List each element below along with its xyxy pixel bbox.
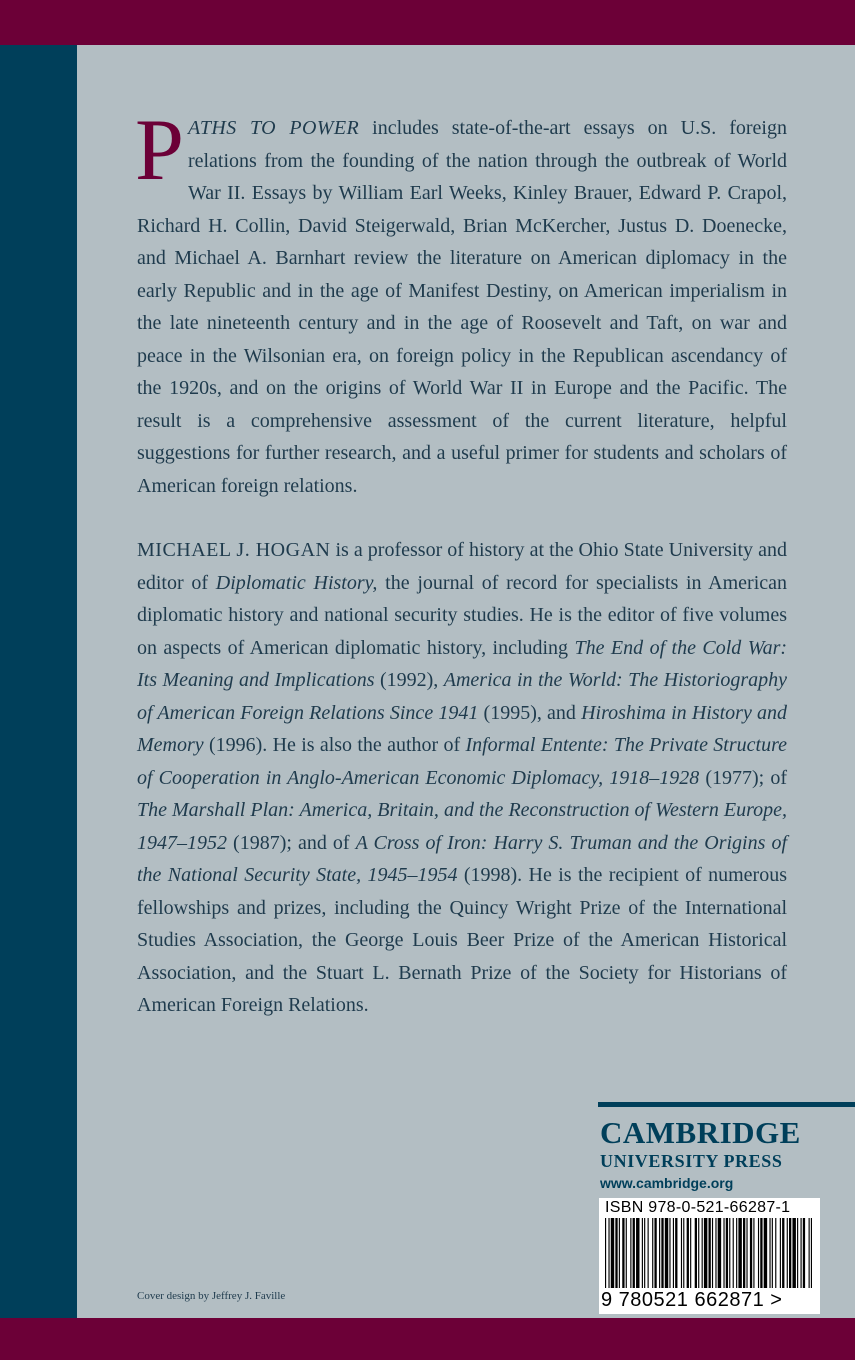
barcode-bar — [738, 1218, 741, 1288]
bio-title: Hiroshima in History and Memory — [137, 701, 787, 756]
barcode-bar — [681, 1218, 682, 1288]
barcode-bar — [659, 1218, 660, 1288]
barcode-bar — [661, 1218, 663, 1288]
barcode-bar — [753, 1218, 754, 1288]
barcode-bars — [603, 1218, 816, 1288]
barcode-bar — [736, 1218, 737, 1288]
barcode-bar — [626, 1218, 627, 1288]
barcode-bar — [630, 1218, 631, 1288]
barcode-bar — [811, 1218, 812, 1288]
publisher-name: CAMBRIDGE — [600, 1115, 801, 1150]
bio-text: (1996). He is also the author of — [203, 734, 466, 756]
isbn-label: ISBN 978-0-521-66287-1 — [605, 1199, 791, 1216]
back-cover-text — [135, 102, 788, 1022]
drop-cap: P — [135, 102, 184, 199]
bio-title: Diplomatic History, — [215, 571, 378, 594]
bio-title: The Marshall Plan: America, Britain, and the Reconstruction of Western Europe, 1947–1952 — [137, 799, 787, 854]
barcode-bar — [652, 1218, 653, 1288]
barcode-bar — [642, 1218, 643, 1288]
barcode-bar — [622, 1218, 624, 1288]
barcode-bar — [787, 1218, 788, 1288]
barcode-bar — [718, 1218, 721, 1288]
bio-title: Informal Entente: The Private Structure of Cooperation in Anglo-American Economic Diplomacy, 1918–1928 — [137, 734, 787, 789]
publisher-logo — [598, 1102, 855, 1192]
barcode-bar — [803, 1218, 805, 1288]
barcode-bar — [675, 1218, 677, 1288]
barcode-bar — [636, 1218, 639, 1288]
barcode-bar — [797, 1218, 798, 1288]
top-color-band — [0, 0, 855, 45]
barcode-bar — [654, 1218, 656, 1288]
bio-text: (1992), — [374, 669, 444, 691]
isbn-barcode — [599, 1198, 820, 1314]
barcode-bar — [669, 1218, 670, 1288]
barcode-bar — [665, 1218, 668, 1288]
barcode-bar — [608, 1218, 609, 1288]
barcode-bar — [750, 1218, 752, 1288]
blurb-paragraph — [135, 102, 787, 502]
barcode-bar — [769, 1218, 770, 1288]
bio-text: is a professor of history at the Ohio State University and editor of — [137, 539, 787, 594]
bottom-color-band — [0, 1318, 855, 1360]
barcode-bar — [726, 1218, 728, 1288]
author-bio-paragraph — [137, 534, 787, 1022]
barcode-bar — [698, 1218, 699, 1288]
barcode-bar — [644, 1218, 645, 1288]
cover-design-credit: Cover design by Jeffrey J. Faville — [137, 1290, 286, 1302]
barcode-bar — [764, 1218, 767, 1288]
barcode-bar — [687, 1218, 689, 1288]
barcode-bar — [758, 1218, 759, 1288]
barcode-bar — [809, 1218, 810, 1288]
publisher-url: www.cambridge.org — [600, 1175, 734, 1191]
barcode-bar — [723, 1218, 724, 1288]
barcode-digits: 9 780521 662871 > — [601, 1289, 783, 1311]
barcode-bar — [780, 1218, 781, 1288]
barcode-bar — [702, 1218, 703, 1288]
barcode-bar — [690, 1218, 691, 1288]
bio-text: (1998). He is the recipient of numerous fellowships and prizes, including the Quincy Wright Prize of the International Studies Association, the George Louis Beer Prize of the American Historical Association, and the Stuart L. Bernath Prize of the Society for Historians of American Foreign Relations. — [137, 864, 787, 1016]
bio-text: the journal of record for specialists in American diplomatic history and national security studies. He is the editor of five volumes on aspects of American diplomatic history, including — [137, 571, 788, 659]
bio-title: America in the World: The Historiography of American Foreign Relations Since 1941 — [137, 669, 787, 724]
barcode-bar — [760, 1218, 762, 1288]
blurb-text: includes state-of-the-art essays on U.S. foreign relations from the founding of the nation through the outbreak of World War II. Essays by William Earl Weeks, Kinley Brauer, Edward P. Crapol, Richard H. Collin, David Steigerwald, Brian McKercher, Justus D. Doenecke, and Michael A. Barnhart review the literature on American diplomacy in the early Republic and in the age of Manifest Destiny, on American imperialism in the late nineteenth century and in the age of Roosevelt and Taft, on war and peace in the Wilsonian era, on foreign policy in the Republican ascendancy of the 1920s, and on the origins of World War II in Europe and the Pacific. The result is a comprehensive assessment of the current literature, helpful suggestions for further research, and a useful primer for students and scholars of American foreign relations. — [137, 117, 787, 497]
barcode-bar — [619, 1218, 620, 1288]
barcode-bar — [709, 1218, 711, 1288]
barcode-bar — [704, 1218, 707, 1288]
barcode-bar — [801, 1218, 802, 1288]
barcode-bar — [605, 1218, 606, 1288]
barcode-bar — [712, 1218, 713, 1288]
barcode-bar — [775, 1218, 776, 1288]
barcode-bar — [683, 1218, 684, 1288]
barcode-bar — [673, 1218, 674, 1288]
barcode-bar — [743, 1218, 745, 1288]
bio-title: A Cross of Iron: Harry S. Truman and the Origins of the National Security State, 1945–1954 — [137, 831, 787, 886]
barcode-bar — [633, 1218, 635, 1288]
barcode-bar — [746, 1218, 747, 1288]
barcode-bar — [615, 1218, 617, 1288]
barcode-bar — [611, 1218, 614, 1288]
spine-stripe — [0, 45, 77, 1318]
barcode-bar — [648, 1218, 649, 1288]
barcode-bar — [782, 1218, 784, 1288]
barcode-bar — [695, 1218, 697, 1288]
bio-text: (1977); of — [699, 766, 787, 789]
barcode-bar — [733, 1218, 734, 1288]
book-title: ATHS TO POWER — [187, 117, 360, 139]
barcode-bar — [715, 1218, 716, 1288]
publisher-rule — [598, 1102, 855, 1107]
barcode-bar — [792, 1218, 795, 1288]
barcode-bar — [772, 1218, 773, 1288]
bio-text: (1995), and — [478, 701, 582, 724]
publisher-subtitle: UNIVERSITY PRESS — [600, 1151, 783, 1171]
barcode-bar — [729, 1218, 730, 1288]
bio-text: (1987); and of — [227, 831, 356, 854]
author-name: MICHAEL J. HOGAN — [137, 539, 331, 561]
bio-title: The End of the Cold War: Its Meaning and Implications — [137, 636, 788, 691]
barcode-bar — [789, 1218, 791, 1288]
